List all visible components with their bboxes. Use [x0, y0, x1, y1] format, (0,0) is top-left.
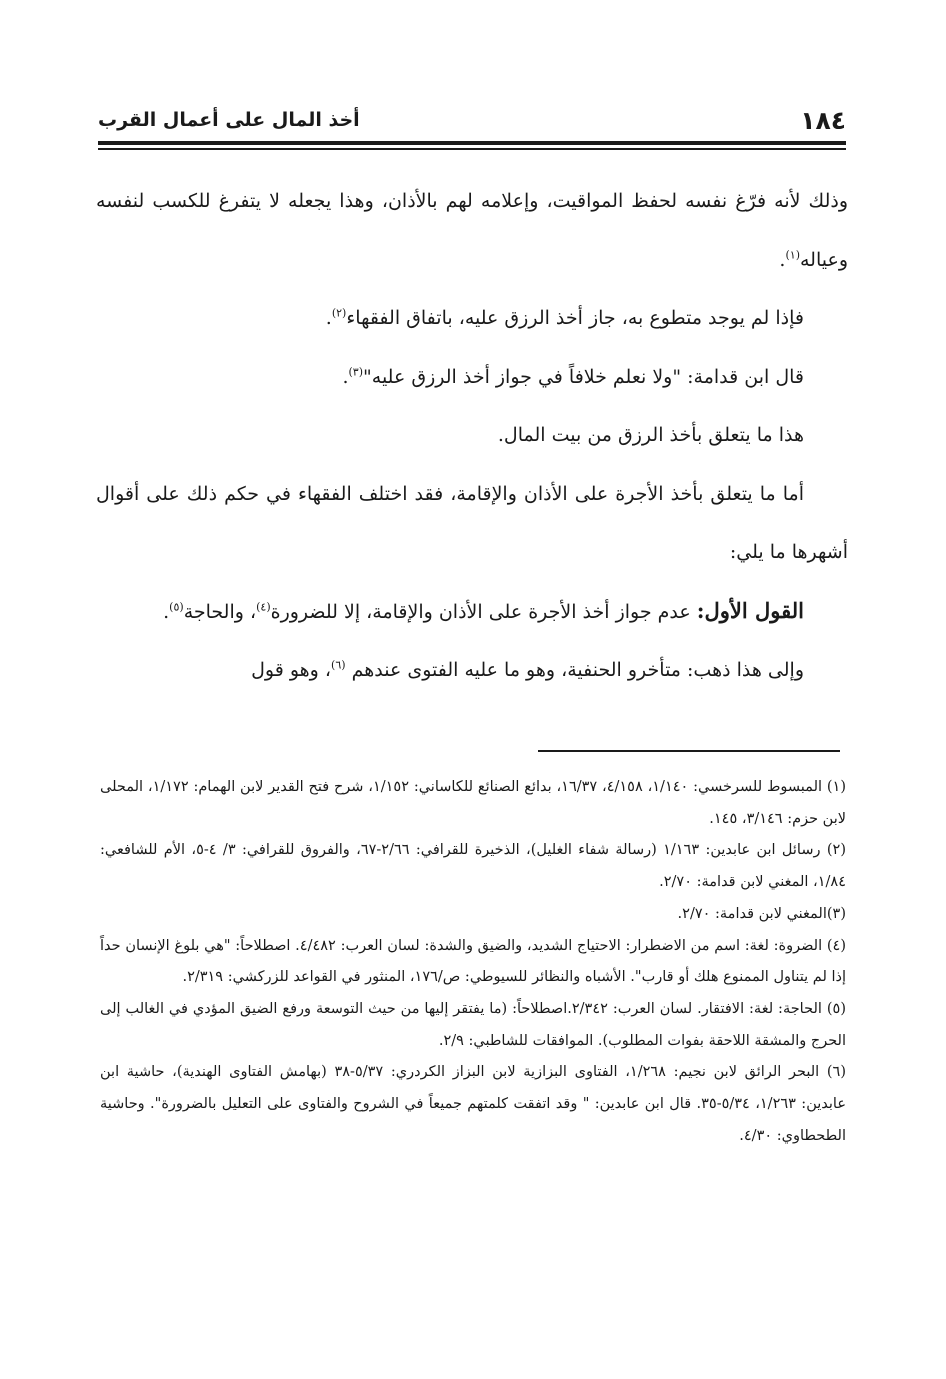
footnote-ref: (١) — [785, 248, 800, 262]
footnote-number: (٤) — [826, 937, 846, 954]
footnote-ref: (٥) — [169, 600, 184, 614]
paragraph: وإلى هذا ذهب: متأخرو الحنفية، وهو ما عليه الفتوى عندهم $^{(٦)}$، وهو قول — [251, 658, 804, 681]
paragraph: قال ابن قدامة: "ولا نعلم خلافاً في جواز أخذ الرزق عليه"$^{(٣)}$. — [342, 365, 804, 388]
footnote: (٢) رسائل ابن عابدين: ١/١٦٣ (رسالة شفاء الغليل)، الذخيرة للقرافي: ٢/٦٦-٦٧، والفروق للقرافي: ٣/ ٤-٥، الأم للشافعي: ١/٨٤، المغني لابن قدامة: ٢/٧٠. — [100, 842, 846, 891]
header-rule-thick — [98, 141, 846, 145]
footnote-number: (٣) — [826, 905, 846, 922]
paragraph: هذا ما يتعلق بأخذ الرزق من بيت المال. — [497, 424, 804, 446]
footnote-number: (١) — [826, 779, 846, 795]
footnote: (٤) الضروة: لغة: اسم من الاضطرار: الاحتياج الشديد، والضيق والشدة: لسان العرب: ٤/٤٨٢. اصطلاحاً: "هي بلوغ الإنسان حداً إذا لم يتناول الممنوع هلك أو قارب". الأشباه والنظائر للسيوطي: ص/١٧٦، المنثور في القواعد للزركشي: ٢/٣١٩. — [100, 937, 846, 986]
footnote: (١) المبسوط للسرخسي: ١/١٤٠، ٤/١٥٨، ١٦/٣٧، بدائع الصنائع للكاساني: ١/١٥٢، شرح فتح القدير لابن الهمام: ١/١٧٢، المحلى لابن حزم: ٣/١٤٦، ١٤٥. — [100, 779, 846, 827]
footnote: (٥) الحاجة: لغة: الافتقار. لسان العرب: ٢/٣٤٢.اصطلاحاً: (ما يفتقر إليها من حيث التوسعة ورفع الضيق المؤدي في الغالب إلى الحرج والمشقة اللاحقة بفوات المطلوب). الموافقات للشاطبي: ٢/٩. — [100, 1000, 846, 1049]
footnote-ref: (٢) — [331, 306, 347, 320]
opinion-term: القول الأول: — [696, 597, 804, 623]
page-number: ١٨٤ — [800, 105, 846, 135]
running-title: أخذ المال على أعمال القرب — [98, 109, 360, 131]
header-rule-thin — [98, 148, 846, 150]
main-text — [96, 172, 848, 700]
paragraph: وذلك لأنه فرّغ نفسه لحفظ المواقيت، وإعلامه لهم بالأذان، وهذا يجعله لا يتفرغ للكسب لنفسه وعياله$^{(١)}$. — [96, 190, 848, 271]
page-header — [98, 100, 846, 140]
footnote-separator — [538, 750, 840, 752]
footnote-number: (٥) — [826, 1000, 846, 1017]
footnote: (٣)المغني لابن قدامة: ٢/٧٠. — [677, 905, 846, 922]
footnote-number: (٦) — [826, 1064, 846, 1081]
first-opinion-paragraph: القول الأول: عدم جواز أخذ الأجرة على الأذان والإقامة، إلا للضرورة$^{(٤)}$، والحاجة$^{(٥)}$. — [163, 597, 804, 623]
footnote-ref: (٤) — [256, 600, 271, 614]
footnotes — [100, 772, 846, 1152]
paragraph: فإذا لم يوجد متطوع به، جاز أخذ الرزق عليه، باتفاق الفقهاء$^{(٢)}$. — [325, 306, 804, 329]
footnote-ref: (٣) — [348, 365, 364, 379]
footnote-number: (٢) — [826, 842, 846, 859]
footnote-ref: (٦) — [331, 658, 346, 672]
paragraph: أما ما يتعلق بأخذ الأجرة على الأذان والإقامة، فقد اختلف الفقهاء في حكم ذلك على أقوال أشهرها ما يلي: — [96, 482, 848, 563]
footnote: (٦) البحر الرائق لابن نجيم: ١/٢٦٨، الفتاوى البزازية لابن البزاز الكردري: ٥/٣٧-٣٨ (بهامش الفتاوى الهندية)، حاشية ابن عابدين: ١/٢٦٣، ٥/٣٤-٣٥. قال ابن عابدين: " وقد اتفقت كلمتهم جميعاً في الشروح والفتاوى على التعليل بالضرورة". وحاشية الطحطاوي: ٤/٣٠. — [100, 1064, 846, 1144]
